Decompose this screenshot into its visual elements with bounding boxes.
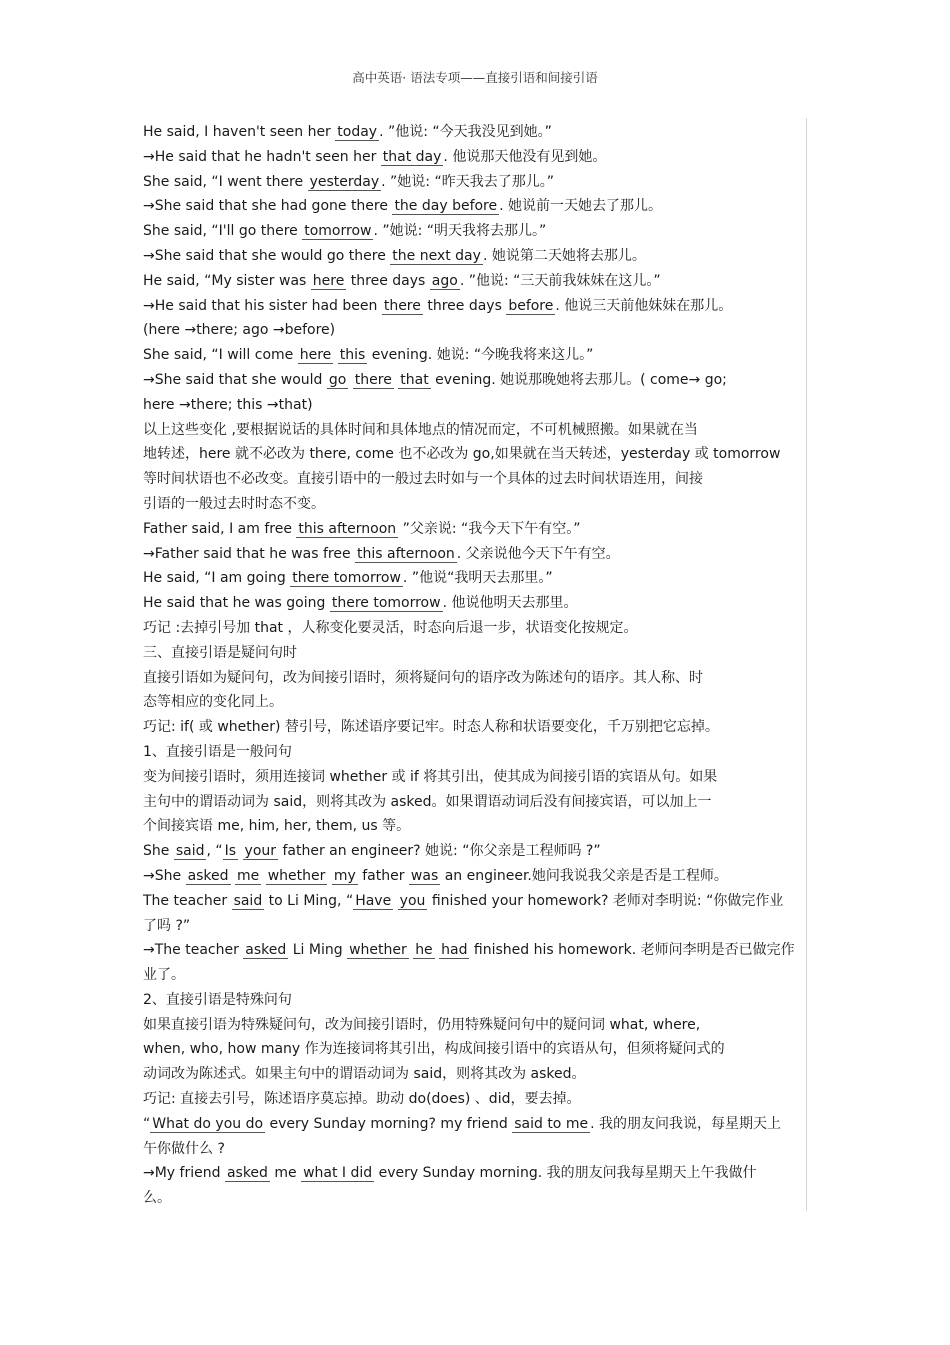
text-line <box>143 839 805 864</box>
text-segment: →He said that he hadn't seen her <box>143 148 381 165</box>
text-line <box>143 269 805 294</box>
text-segment <box>238 843 242 859</box>
text-line <box>143 517 805 542</box>
underlined-blank: there tomorrow <box>331 595 441 612</box>
text-segment: . 我的朋友问我说，每星期天上 <box>590 1115 781 1132</box>
text-segment: ”父亲说: “我今天下午有空。” <box>398 520 581 537</box>
underlined-blank: go <box>328 371 347 388</box>
text-line <box>143 814 805 839</box>
underlined-blank: whether <box>349 942 407 959</box>
text-segment: 业了。 <box>143 967 185 984</box>
text-segment: 2、直接引语是特殊问句 <box>143 991 292 1008</box>
text-segment <box>393 893 397 909</box>
underlined-blank: asked <box>245 942 287 959</box>
underlined-blank: yesterday <box>309 173 380 190</box>
underlined-blank: today <box>337 124 378 140</box>
underlined-blank: this afternoon <box>298 520 397 537</box>
text-segment: “ <box>143 1115 151 1132</box>
text-segment: He said, “I am going <box>143 570 291 587</box>
text-segment: every Sunday morning. 我的朋友问我每星期天上午我做什 <box>374 1165 757 1182</box>
text-segment: →She <box>143 867 186 884</box>
text-segment: →She said that she had gone there <box>143 198 393 215</box>
underlined-blank: Have <box>355 892 392 909</box>
text-line <box>143 641 805 666</box>
text-segment: She said, “I'll go there <box>143 223 303 240</box>
text-segment: (here →there; ago →before) <box>143 322 336 339</box>
text-line <box>143 1137 805 1162</box>
text-segment: 巧记 :去掉引号加 that ，人称变化要灵活，时态向后退一步，状语变化按规定。 <box>143 619 638 636</box>
text-line <box>143 1087 805 1112</box>
text-segment: 动词改为陈述式。如果主句中的谓语动词为 said，则将其改为 asked。 <box>143 1066 586 1083</box>
text-segment: 地转述，here 就不必改为 there, come 也不必改为 go,如果就在当天转述，yesterday 或 tomorrow <box>143 446 781 463</box>
text-segment: . ”她说: “昨天我去了那儿。” <box>381 173 554 190</box>
text-line <box>143 170 805 195</box>
text-segment: 了吗 ?” <box>143 917 191 934</box>
text-line <box>143 442 805 467</box>
text-line <box>143 666 805 691</box>
text-segment: 态等相应的变化同上。 <box>143 694 283 711</box>
text-line <box>143 1013 805 1038</box>
text-segment: finished your homework? 老师对李明说: “你做完作业 <box>427 892 784 909</box>
text-segment: →Father said that he was free <box>143 545 356 562</box>
text-segment: 主句中的谓语动词为 said，则将其改为 asked。如果谓语动词后没有间接宾语，可以加上一 <box>143 793 712 810</box>
text-segment: when, who, how many 作为连接词将其引出，构成间接引语中的宾语从句，但须将疑问式的 <box>143 1041 725 1058</box>
underlined-blank: this <box>339 347 366 364</box>
text-segment: 变为间接引语时，须用连接词 whether 或 if 将其引出，使其成为间接引语的宾语从句。如果 <box>143 768 718 785</box>
underlined-blank: before <box>508 297 554 314</box>
underlined-blank: asked <box>226 1165 268 1182</box>
text-line <box>143 294 805 319</box>
text-line <box>143 145 805 170</box>
text-line <box>143 418 805 443</box>
text-line <box>143 988 805 1013</box>
text-segment: evening. 她说那晚她将去那儿。( come→ go; <box>430 371 727 388</box>
underlined-blank: said to me <box>514 1115 589 1132</box>
underlined-blank: asked <box>187 867 229 884</box>
text-segment: . ”他说: “今天我没见到她。” <box>379 124 552 140</box>
text-segment: finished his homework. 老师问李明是否已做完作 <box>469 942 795 959</box>
text-segment: three days <box>346 272 430 289</box>
text-segment: →She said that she would <box>143 371 327 388</box>
text-line <box>143 219 805 244</box>
underlined-blank: there tomorrow <box>292 570 401 587</box>
underlined-blank: my <box>333 867 356 884</box>
text-line <box>143 244 805 269</box>
text-line <box>143 1186 805 1211</box>
underlined-blank: this afternoon <box>357 545 455 562</box>
text-line <box>143 343 805 368</box>
text-segment: to Li Ming, “ <box>264 892 354 909</box>
underlined-blank: tomorrow <box>304 223 372 240</box>
text-segment: The teacher <box>143 892 232 909</box>
text-segment: 个间接宾语 me, him, her, them, us 等。 <box>143 818 411 835</box>
underlined-blank: whether <box>267 867 326 884</box>
text-line <box>143 889 805 914</box>
text-segment: 等时间状语也不必改变。直接引语中的一般过去时如与一个具体的过去时间状语连用，间接 <box>143 471 703 488</box>
text-segment: 巧记: 直接去引号，陈述语序莫忘掉。助动 do(does) 、did，要去掉。 <box>143 1091 581 1108</box>
text-line <box>143 542 805 567</box>
underlined-blank: that <box>400 371 429 388</box>
text-line <box>143 963 805 988</box>
text-segment: →She said that she would go there <box>143 247 391 264</box>
text-segment: . ”他说: “三天前我妹妹在这儿。” <box>459 272 661 289</box>
text-line <box>143 1112 805 1137</box>
text-line <box>143 790 805 815</box>
text-segment: father an engineer? 她说: “你父亲是工程师吗 ?” <box>278 843 601 860</box>
text-segment: . 他说他明天去那里。 <box>442 595 578 612</box>
page-header: 高中英语· 语法专项——直接引语和间接引语 <box>352 70 598 85</box>
text-segment: , “ <box>206 843 223 860</box>
text-line <box>143 120 805 145</box>
text-segment: He said, “My sister was <box>143 272 311 289</box>
underlined-blank: your <box>244 843 277 860</box>
text-segment: He said, I haven't seen her <box>143 124 336 140</box>
text-segment: Father said, I am free <box>143 520 297 537</box>
text-segment: three days <box>422 297 507 314</box>
underlined-blank: What do you do <box>152 1115 264 1132</box>
underlined-blank: was <box>410 867 439 884</box>
text-line <box>143 914 805 939</box>
document-body <box>143 120 805 1211</box>
underlined-blank: there <box>354 371 392 388</box>
text-segment: . 父亲说他今天下午有空。 <box>456 545 620 562</box>
text-line <box>143 1037 805 1062</box>
text-segment: →My friend <box>143 1165 225 1182</box>
text-segment: 直接引语如为疑问句，改为间接引语时，须将疑问句的语序改为陈述句的语序。其人称、时 <box>143 669 703 686</box>
text-segment: 三、直接引语是疑问句时 <box>143 644 297 661</box>
underlined-blank: said <box>175 843 205 860</box>
text-line <box>143 467 805 492</box>
underlined-blank: had <box>441 942 468 959</box>
underlined-blank: Is <box>224 843 237 860</box>
underlined-blank: here <box>299 347 332 364</box>
text-line <box>143 715 805 740</box>
text-segment: He said that he was going <box>143 595 330 612</box>
text-line <box>143 393 805 418</box>
text-segment: 以上这些变化 ,要根据说话的具体时间和具体地点的情况而定，不可机械照搬。如果就在当 <box>143 421 698 438</box>
underlined-blank: that day <box>382 148 442 165</box>
underlined-blank: me <box>237 867 260 884</box>
text-line <box>143 1161 805 1186</box>
text-segment: She <box>143 843 174 860</box>
text-segment: . 她说第二天她将去那儿。 <box>482 247 646 264</box>
text-segment: She said, “I went there <box>143 173 308 190</box>
text-segment: 引语的一般过去时时态不变。 <box>143 495 325 512</box>
text-segment: She said, “I will come <box>143 347 298 364</box>
text-line <box>143 194 805 219</box>
underlined-blank: said <box>233 892 263 909</box>
text-line <box>143 318 805 343</box>
underlined-blank: ago <box>431 272 458 289</box>
text-line <box>143 1062 805 1087</box>
underlined-blank: the next day <box>392 247 481 264</box>
underlined-blank: you <box>399 892 426 909</box>
text-line <box>143 368 805 393</box>
text-line <box>143 492 805 517</box>
underlined-blank: the day before <box>394 198 498 215</box>
text-line <box>143 864 805 889</box>
text-segment: 巧记: if( 或 whether) 替引号，陈述语序要记牢。时态人称和状语要变化，千万别把它忘掉。 <box>143 719 719 736</box>
underlined-blank: he <box>415 942 433 959</box>
text-segment: 午你做什么 ? <box>143 1140 225 1157</box>
text-segment: an engineer.她问我说我父亲是否是工程师。 <box>440 867 728 884</box>
text-segment: . 他说三天前他妹妹在那儿。 <box>555 297 733 314</box>
text-segment: evening. 她说: “今晚我将来这儿。” <box>367 347 594 364</box>
text-line <box>143 765 805 790</box>
text-segment: . 他说那天他没有见到她。 <box>443 148 607 165</box>
text-segment: 如果直接引语为特殊疑问句，改为间接引语时，仍用特殊疑问句中的疑问词 what, where, <box>143 1016 701 1033</box>
text-segment: father <box>357 867 409 884</box>
text-line <box>143 591 805 616</box>
underlined-blank: what I did <box>303 1165 373 1182</box>
text-segment: →The teacher <box>143 942 244 959</box>
underlined-blank: here <box>312 272 345 289</box>
text-line <box>143 616 805 641</box>
text-line <box>143 938 805 963</box>
text-segment: Li Ming <box>288 942 348 959</box>
text-segment: 么。 <box>143 1190 171 1207</box>
text-segment: →He said that his sister had been <box>143 297 382 314</box>
text-segment: me <box>269 1165 302 1182</box>
text-line <box>143 566 805 591</box>
text-line <box>143 690 805 715</box>
text-segment: . 她说前一天她去了那儿。 <box>499 198 663 215</box>
text-segment: . ”她说: “明天我将去那儿。” <box>373 223 547 240</box>
text-segment: 1、直接引语是一般问句 <box>143 743 292 760</box>
underlined-blank: there <box>383 297 421 314</box>
text-segment: . ”他说“我明天去那里。” <box>402 570 553 587</box>
text-segment: here →there; this →that) <box>143 396 313 413</box>
text-line <box>143 740 805 765</box>
margin-line <box>806 118 807 1211</box>
text-segment: every Sunday morning? my friend <box>265 1115 513 1132</box>
